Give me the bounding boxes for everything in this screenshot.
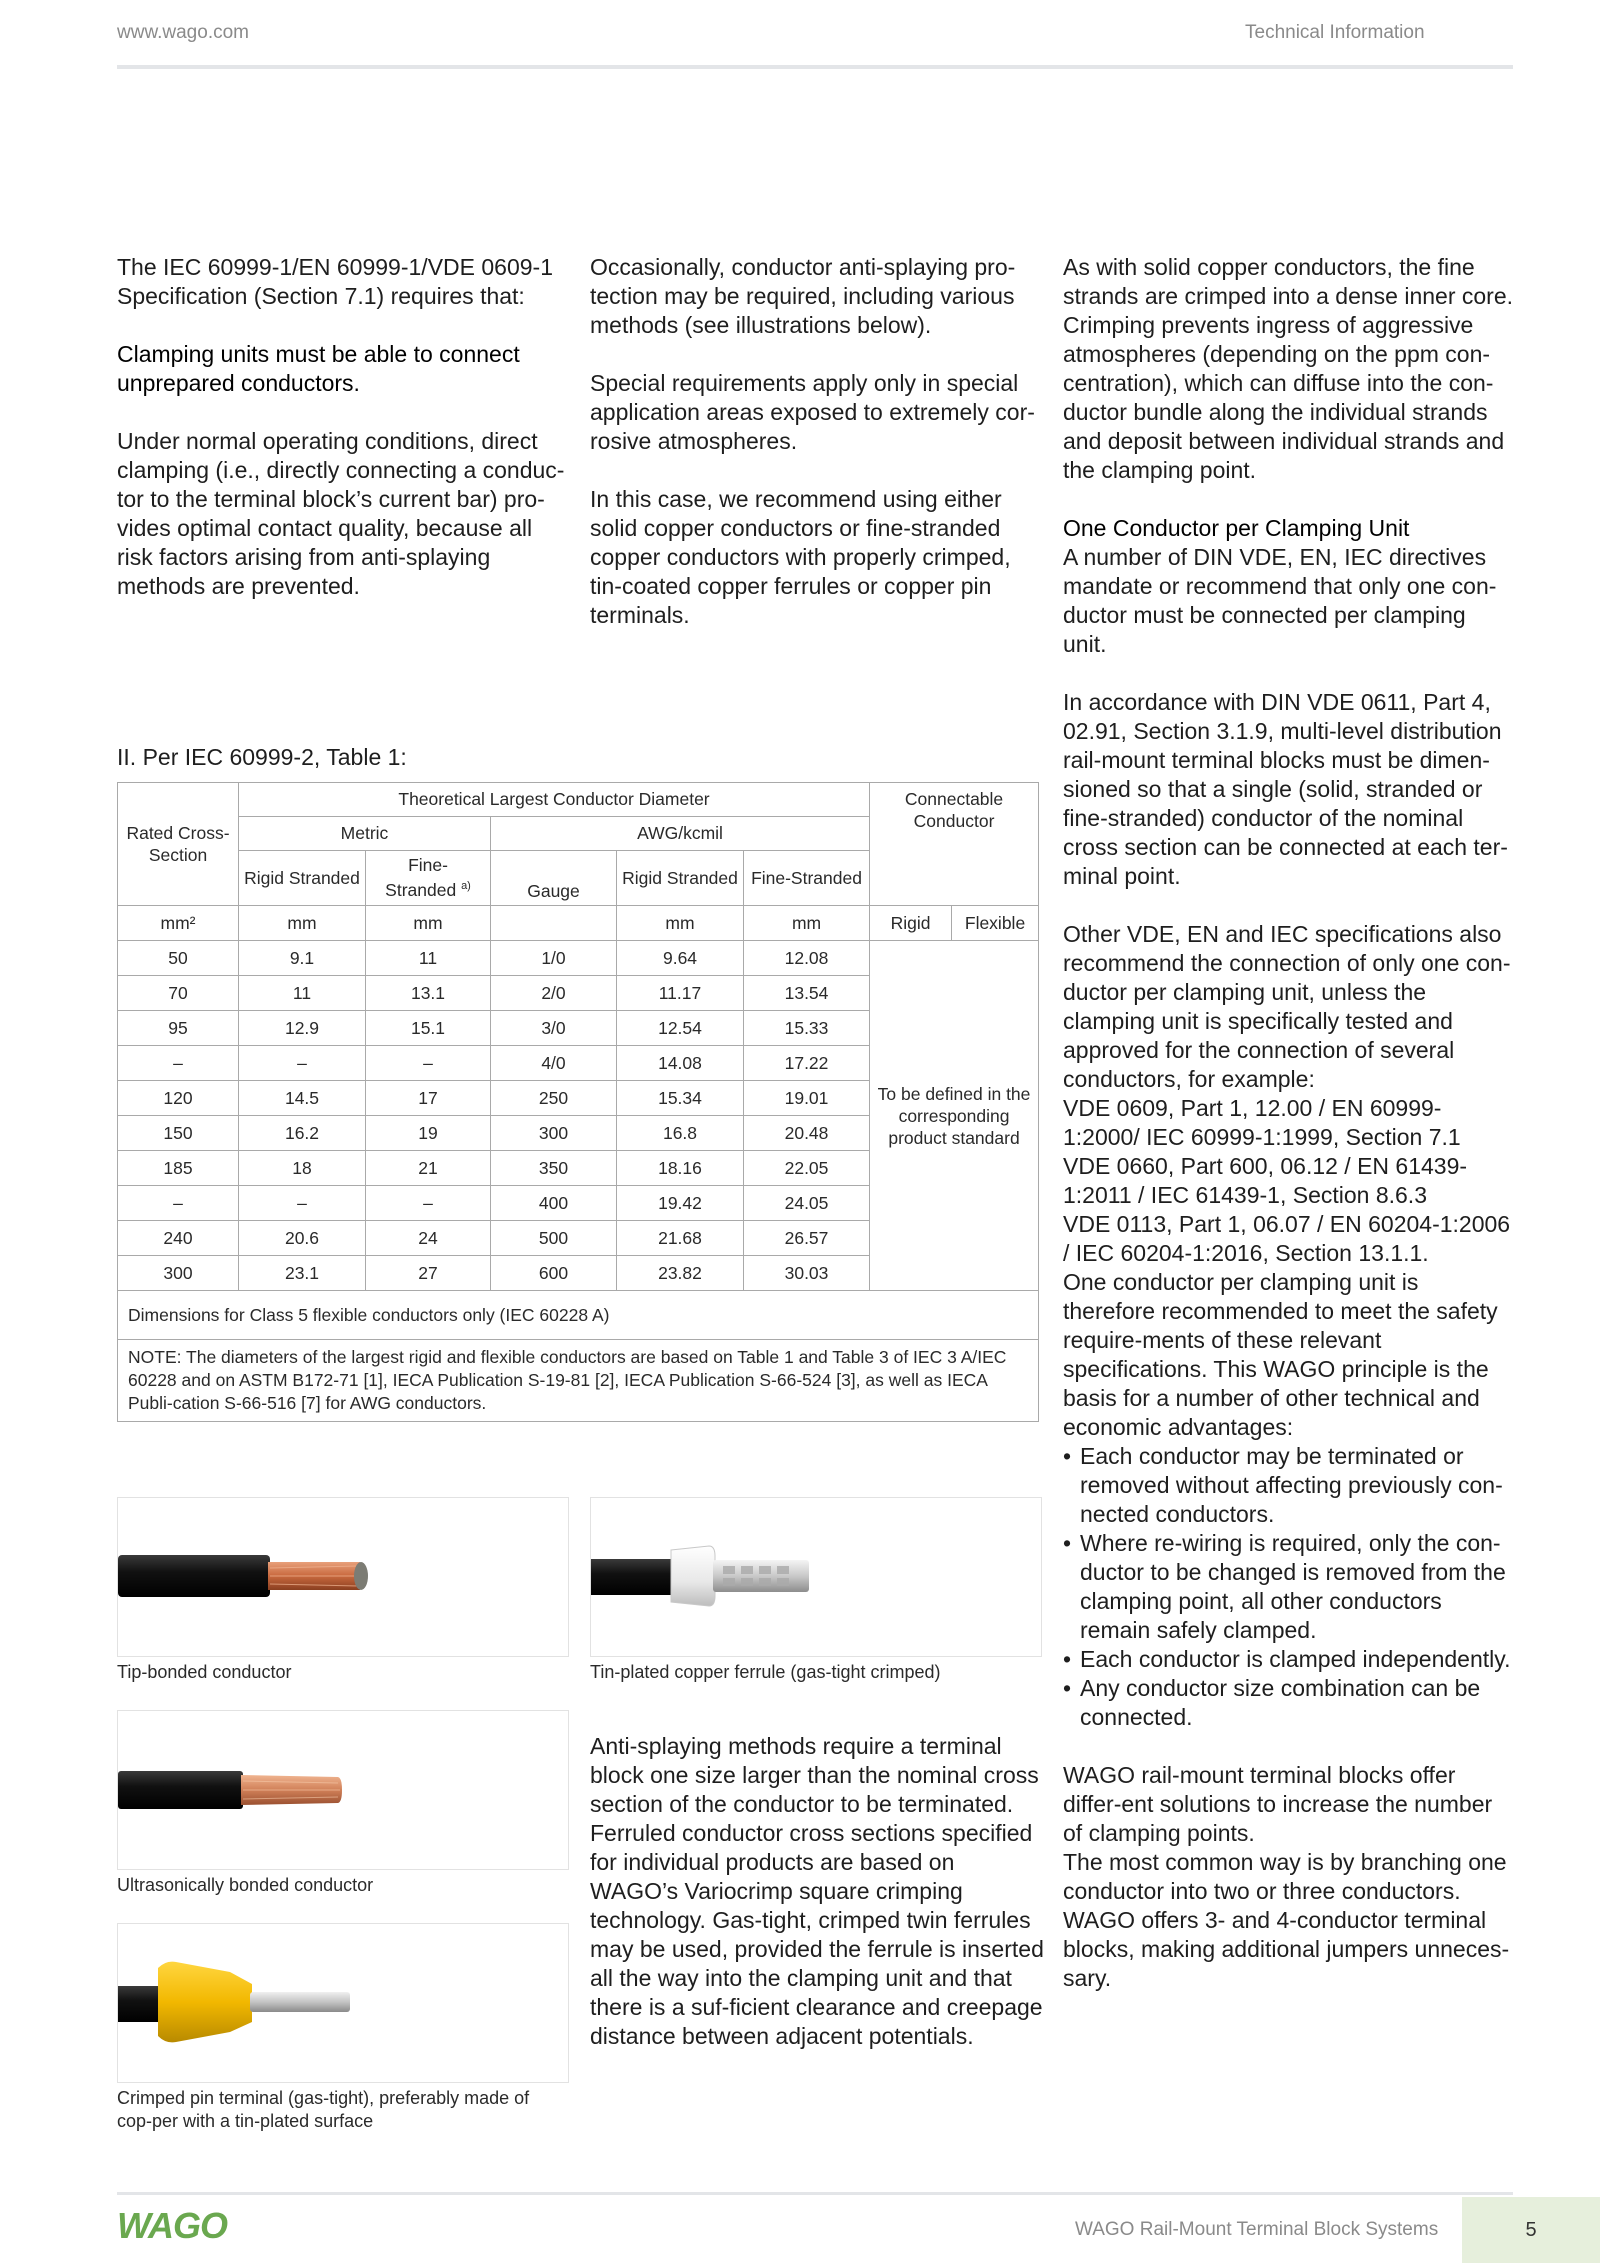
header-rigid: Rigid bbox=[870, 906, 952, 941]
table-cell: 21.68 bbox=[617, 1221, 744, 1256]
table-cell: – bbox=[366, 1186, 491, 1221]
caption-ultrasonic: Ultrasonically bonded conductor bbox=[117, 1875, 374, 1895]
table-cell: 3/0 bbox=[491, 1011, 617, 1046]
list-item: • Each conductor is clamped independently. bbox=[1063, 1645, 1515, 1674]
table-cell: 12.54 bbox=[617, 1011, 744, 1046]
unit-mm: mm bbox=[239, 906, 366, 941]
ferrule-conductor-image bbox=[590, 1497, 1042, 1657]
footnote-marker: a) bbox=[461, 880, 471, 893]
table-cell: 14.08 bbox=[617, 1046, 744, 1081]
table-cell: 26.57 bbox=[744, 1221, 870, 1256]
table-cell: 250 bbox=[491, 1081, 617, 1116]
col2-paragraph-4: Anti-splaying methods require a terminal block one size larger than the nominal cross section of the conductor to be terminated. Ferruled conductor cross sections specified for individual products are based on WAGO’s Variocrimp square crimping technology. Gas-tight, crimped twin ferrules may be used, provided the ferrule is inserted all the way into the clamping unit and that there is a suf-ficient clearance and creepage distance between adjacent potentials. bbox=[590, 1733, 1044, 2049]
advantages-list bbox=[1063, 1442, 1515, 1732]
table-cell: 27 bbox=[366, 1256, 491, 1291]
table-cell: 30.03 bbox=[744, 1256, 870, 1291]
table-cell: 24 bbox=[366, 1221, 491, 1256]
list-item: • Where re-wiring is required, only the con-ductor to be changed is removed from the clamping point, all other conductors remain safely clamped. bbox=[1063, 1529, 1515, 1645]
header-awg: AWG/kcmil bbox=[491, 817, 870, 851]
tip-bonded-conductor-image bbox=[117, 1497, 569, 1657]
table-cell: 150 bbox=[118, 1116, 239, 1151]
list-item: • Any conductor size combination can be connected. bbox=[1063, 1674, 1515, 1732]
pin-terminal-image bbox=[117, 1923, 569, 2083]
table-footnote-class5: Dimensions for Class 5 flexible conductors only (IEC 60228 A) bbox=[118, 1291, 1039, 1340]
col3-heading-one-conductor: One Conductor per Clamping Unit bbox=[1063, 515, 1410, 541]
column-2-bottom bbox=[590, 1732, 1045, 2051]
table-cell: 20.48 bbox=[744, 1116, 870, 1151]
col3-spec-vde0113: VDE 0113, Part 1, 06.07 / EN 60204-1:2006 / IEC 60204-1:2016, Section 13.1.1. bbox=[1063, 1211, 1511, 1266]
table-cell: 12.9 bbox=[239, 1011, 366, 1046]
table-cell: 185 bbox=[118, 1151, 239, 1186]
col2-paragraph-3: In this case, we recommend using either solid copper conductors or fine-stranded copper conductors with properly crimped, tin-coated copper ferrules or copper pin terminals. bbox=[590, 486, 1011, 628]
unit-mm: mm bbox=[366, 906, 491, 941]
table-cell: 600 bbox=[491, 1256, 617, 1291]
table-cell: 23.1 bbox=[239, 1256, 366, 1291]
table-cell: 95 bbox=[118, 1011, 239, 1046]
table-cell: 50 bbox=[118, 941, 239, 976]
table-cell: – bbox=[366, 1046, 491, 1081]
header-section: Technical Information bbox=[1245, 22, 1425, 43]
col3-paragraph-1: As with solid copper conductors, the fine strands are crimped into a dense inner core. Crimping prevents ingress of aggressive atmospheres (depending on the ppm con-centration), which can diffuse into the con-ductor bundle along the individual strands and deposit between individual strands and the clamping point. bbox=[1063, 254, 1514, 483]
list-item: • Each conductor may be terminated or removed without affecting previously con-nected conductors. bbox=[1063, 1442, 1515, 1529]
header-connectable-conductor: Connectable Conductor bbox=[870, 783, 1039, 906]
table-cell: 14.5 bbox=[239, 1081, 366, 1116]
table-cell: 11.17 bbox=[617, 976, 744, 1011]
unit-mm: mm bbox=[617, 906, 744, 941]
table-cell: – bbox=[118, 1046, 239, 1081]
header-metric-fine bbox=[366, 851, 491, 906]
table-cell: 22.05 bbox=[744, 1151, 870, 1186]
header-gauge: Gauge bbox=[491, 851, 617, 906]
table-number: II. bbox=[117, 744, 137, 770]
table-cell: 9.1 bbox=[239, 941, 366, 976]
caption-tip-bonded: Tip-bonded conductor bbox=[117, 1662, 292, 1682]
header-metric-fine-label: Fine-Stranded bbox=[385, 855, 457, 900]
table-title bbox=[117, 744, 407, 771]
header-metric-rigid: Rigid Stranded bbox=[239, 851, 366, 906]
table-cell: 9.64 bbox=[617, 941, 744, 976]
wago-logo bbox=[117, 2207, 232, 2248]
table-cell: 12.08 bbox=[744, 941, 870, 976]
col3-spec-vde0660: VDE 0660, Part 600, 06.12 / EN 61439-1:2011 / IEC 61439-1, Section 8.6.3 bbox=[1063, 1153, 1468, 1208]
header-metric: Metric bbox=[239, 817, 491, 851]
footer-divider bbox=[117, 2192, 1513, 2195]
table-cell: 70 bbox=[118, 976, 239, 1011]
unit-mm: mm bbox=[744, 906, 870, 941]
table-cell: 240 bbox=[118, 1221, 239, 1256]
caption-ferrule: Tin-plated copper ferrule (gas-tight crimped) bbox=[590, 1662, 941, 1682]
col3-spec-vde0609: VDE 0609, Part 1, 12.00 / EN 60999-1:2000/ IEC 60999-1:1999, Section 7.1 bbox=[1063, 1095, 1461, 1150]
header-theoretical-diameter: Theoretical Largest Conductor Diameter bbox=[239, 783, 870, 817]
unit-mm2: mm² bbox=[118, 906, 239, 941]
svg-text:WAGO: WAGO bbox=[117, 2207, 227, 2243]
table-cell: 300 bbox=[118, 1256, 239, 1291]
table-row bbox=[118, 941, 1039, 976]
table-cell: – bbox=[118, 1186, 239, 1221]
table-cell: 13.1 bbox=[366, 976, 491, 1011]
table-cell: 11 bbox=[366, 941, 491, 976]
table-cell: 120 bbox=[118, 1081, 239, 1116]
product-standard-note: To be defined in the corresponding product standard bbox=[870, 941, 1039, 1291]
header-awg-rigid: Rigid Stranded bbox=[617, 851, 744, 906]
column-2 bbox=[590, 253, 1045, 659]
table-title-text: Per IEC 60999-2, Table 1: bbox=[142, 744, 407, 770]
col3-paragraph-9: WAGO rail-mount terminal blocks offer differ-ent solutions to increase the number of clamping points. bbox=[1063, 1762, 1493, 1846]
col3-paragraph-10: The most common way is by branching one conductor into two or three conductors. WAGO offers 3- and 4-conductor terminal blocks, making additional jumpers unneces-sary. bbox=[1063, 1849, 1510, 1991]
table-cell: 21 bbox=[366, 1151, 491, 1186]
page-number: 5 bbox=[1462, 2197, 1600, 2263]
table-cell: 16.8 bbox=[617, 1116, 744, 1151]
col2-paragraph-2: Special requirements apply only in special application areas exposed to extremely cor-rosive atmospheres. bbox=[590, 370, 1035, 454]
header-rated-cross-section: Rated Cross-Section bbox=[118, 783, 239, 906]
column-3 bbox=[1063, 253, 1515, 1993]
table-cell: 19 bbox=[366, 1116, 491, 1151]
table-cell: 4/0 bbox=[491, 1046, 617, 1081]
footer-title: WAGO Rail-Mount Terminal Block Systems bbox=[1075, 2219, 1439, 2240]
conductor-diameter-table bbox=[117, 782, 1039, 1422]
header-flexible: Flexible bbox=[952, 906, 1039, 941]
table-cell: 19.01 bbox=[744, 1081, 870, 1116]
unit-gauge-empty bbox=[491, 906, 617, 941]
header-awg-fine: Fine-Stranded bbox=[744, 851, 870, 906]
table-cell: 17.22 bbox=[744, 1046, 870, 1081]
table-cell: 17 bbox=[366, 1081, 491, 1116]
col3-paragraph-8: One conductor per clamping unit is therefore recommended to meet the safety require-ments of these relevant specifications. This WAGO principle is the basis for a number of other technical and economic advantages: bbox=[1063, 1269, 1498, 1440]
ultrasonic-conductor-image bbox=[117, 1710, 569, 1870]
table-cell: – bbox=[239, 1046, 366, 1081]
table-cell: 18.16 bbox=[617, 1151, 744, 1186]
table-cell: 23.82 bbox=[617, 1256, 744, 1291]
table-cell: 300 bbox=[491, 1116, 617, 1151]
table-cell: 20.6 bbox=[239, 1221, 366, 1256]
caption-pin-terminal: Crimped pin terminal (gas-tight), preferably made of cop-per with a tin-plated surface bbox=[117, 2088, 530, 2131]
table-cell: 15.33 bbox=[744, 1011, 870, 1046]
table-cell: 15.1 bbox=[366, 1011, 491, 1046]
table-cell: 400 bbox=[491, 1186, 617, 1221]
col3-paragraph-4: Other VDE, EN and IEC specifications also recommend the connection of only one con-ductor per clamping unit, unless the clamping unit is specifically tested and approved for the connection of several conductors, for example: bbox=[1063, 921, 1511, 1092]
table-cell: 19.42 bbox=[617, 1186, 744, 1221]
table-cell: 13.54 bbox=[744, 976, 870, 1011]
table-cell: 24.05 bbox=[744, 1186, 870, 1221]
col2-paragraph-1: Occasionally, conductor anti-splaying pro-tection may be required, including various methods (see illustrations below). bbox=[590, 254, 1016, 338]
col1-paragraph-1: The IEC 60999-1/EN 60999-1/VDE 0609-1 Specification (Section 7.1) requires that: bbox=[117, 254, 553, 309]
col3-paragraph-2: A number of DIN VDE, EN, IEC directives mandate or recommend that only one con-ductor must be connected per clamping unit. bbox=[1063, 544, 1497, 657]
table-note: NOTE: The diameters of the largest rigid and flexible conductors are based on Table 1 and Table 3 of IEC 3 A/IEC 60228 and on ASTM B172-71 [1], IECA Publication S-19-81 [2], IECA Publication S-66-524 [3], as well as IECA Publi-cation S-66-516 [7] for AWG conductors. bbox=[118, 1340, 1039, 1422]
table-cell: 500 bbox=[491, 1221, 617, 1256]
table-cell: 350 bbox=[491, 1151, 617, 1186]
table-cell: 18 bbox=[239, 1151, 366, 1186]
table-cell: – bbox=[239, 1186, 366, 1221]
table-cell: 2/0 bbox=[491, 976, 617, 1011]
col1-requirement: Clamping units must be able to connect unprepared conductors. bbox=[117, 341, 520, 396]
header-divider bbox=[117, 65, 1513, 69]
column-1 bbox=[117, 253, 572, 630]
table-cell: 16.2 bbox=[239, 1116, 366, 1151]
table-cell: 11 bbox=[239, 976, 366, 1011]
col1-paragraph-3: Under normal operating conditions, direct clamping (i.e., directly connecting a conduc-tor to the terminal block’s current bar) pro-vides optimal contact quality, because all risk factors arising from anti-splaying methods are prevented. bbox=[117, 428, 565, 599]
col3-paragraph-3: In accordance with DIN VDE 0611, Part 4, 02.91, Section 3.1.9, multi-level distribution rail-mount terminal blocks must be dimen-sioned so that a single (solid, stranded or fine-stranded) conductor of the nominal cross section can be connected at each ter-minal point. bbox=[1063, 689, 1508, 889]
table-cell: 1/0 bbox=[491, 941, 617, 976]
header-website: www.wago.com bbox=[117, 22, 249, 43]
table-cell: 15.34 bbox=[617, 1081, 744, 1116]
